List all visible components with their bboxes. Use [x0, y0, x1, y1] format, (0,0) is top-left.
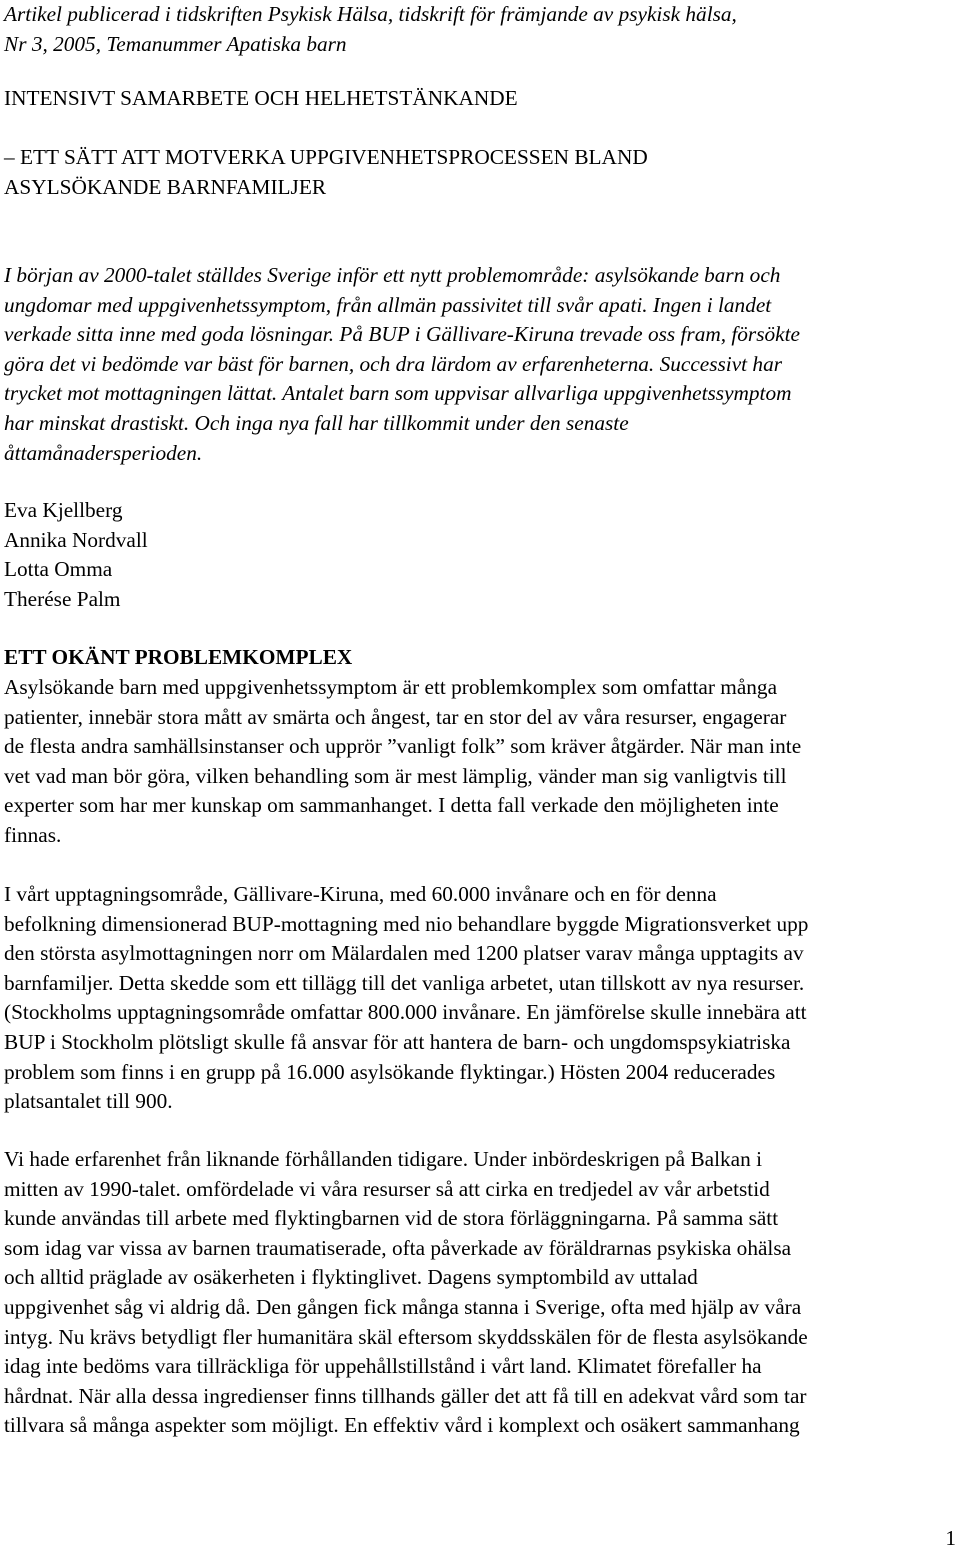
paragraph-line: finnas.	[4, 822, 62, 847]
paragraph-line: vet vad man bör göra, vilken behandling som är mest lämplig, vänder man sig vanligtvis till	[4, 763, 787, 788]
paragraph-line: de flesta andra samhällsinstanser och upprör ”vanligt folk” som kräver åtgärder. När man inte	[4, 734, 802, 759]
body-paragraph-3	[4, 1145, 808, 1441]
subtitle-line: ASYLSÖKANDE BARNFAMILJER	[4, 174, 327, 199]
author-list	[4, 496, 148, 614]
paragraph-line: platsantalet till 900.	[4, 1089, 173, 1114]
paragraph-line: barnfamiljer. Detta skedde som ett tillägg till det vanliga arbetet, utan tillskott av nya resurser.	[4, 970, 805, 995]
paragraph-line: kunde användas till arbete med flyktingbarnen vid de stora förläggningarna. På samma sätt	[4, 1206, 779, 1231]
publication-note	[4, 0, 737, 59]
paragraph-line: Asylsökande barn med uppgivenhetssymptom är ett problemkomplex som omfattar många	[4, 675, 778, 699]
paragraph-line: Vi hade erfarenhet från liknande förhållanden tidigare. Under inbördeskrigen på Balkan i	[4, 1147, 763, 1171]
lead-paragraph	[4, 261, 800, 468]
article-title: INTENSIVT SAMARBETE OCH HELHETSTÄNKANDE	[4, 86, 518, 110]
publication-line: Artikel publicerad i tidskriften Psykisk Hälsa, tidskrift för främjande av psykisk hälsa,	[4, 2, 737, 26]
paragraph-line: (Stockholms upptagningsområde omfattar 800.000 invånare. En jämförelse skulle innebära att	[4, 1000, 807, 1025]
lead-line: göra det vi bedömde var bäst för barnen, och dra lärdom av erfarenheterna. Successivt har	[4, 351, 783, 376]
author-name: Lotta Omma	[4, 557, 113, 582]
paragraph-line: experter som har mer kunskap om sammanhanget. I detta fall verkade den möjligheten inte	[4, 793, 779, 818]
lead-line: ungdomar med uppgivenhetssymptom, från allmän passivitet till svår apati. Ingen i landet	[4, 292, 772, 317]
paragraph-line: idag inte bedöms vara tillräckliga för uppehållstillstånd i vårt land. Klimatet förefaller ha	[4, 1354, 762, 1379]
lead-line: har minskat drastiskt. Och inga nya fall har tillkommit under den senaste	[4, 410, 629, 435]
body-paragraph-1	[4, 673, 801, 851]
paragraph-line: mitten av 1990-talet. omfördelade vi våra resurser så att cirka en tredjedel av vår arbetstid	[4, 1176, 770, 1201]
lead-line: trycket mot mottagningen lättat. Antalet barn som uppvisar allvarliga uppgivenhetssymptom	[4, 381, 792, 406]
lead-line: I början av 2000-talet ställdes Sverige inför ett nytt problemområde: asylsökande barn och	[4, 263, 781, 287]
paragraph-line: problem som finns i en grupp på 16.000 asylsökande flyktingar.) Hösten 2004 reducerades	[4, 1059, 776, 1084]
section-heading: ETT OKÄNT PROBLEMKOMPLEX	[4, 645, 353, 669]
paragraph-line: och alltid präglade av osäkerheten i flyktinglivet. Dagens symptombild av uttalad	[4, 1265, 698, 1290]
subtitle-line: – ETT SÄTT ATT MOTVERKA UPPGIVENHETSPROCESSEN BLAND	[4, 145, 648, 169]
lead-line: åttamånadersperioden.	[4, 440, 203, 465]
body-paragraph-2	[4, 880, 808, 1117]
paragraph-line: befolkning dimensionerad BUP-mottagning med nio behandlare byggde Migrationsverket upp	[4, 911, 809, 936]
publication-line: Nr 3, 2005, Temanummer Apatiska barn	[4, 31, 347, 56]
paragraph-line: den största asylmottagningen norr om Mälardalen med 1200 platser varav många upptagits av	[4, 941, 804, 966]
page-number: 1	[945, 1526, 956, 1550]
author-name: Therése Palm	[4, 586, 121, 611]
lead-line: verkade sitta inne med goda lösningar. På BUP i Gällivare-Kiruna trevade oss fram, försökte	[4, 322, 800, 347]
paragraph-line: som idag var vissa av barnen traumatiserade, ofta påverkade av föräldrarnas psykiska ohälsa	[4, 1235, 792, 1260]
paragraph-line: hårdnat. När alla dessa ingredienser finns tillhands gäller det att få till en adekvat vård som tar	[4, 1383, 807, 1408]
author-name: Annika Nordvall	[4, 527, 148, 552]
article-subtitle	[4, 143, 648, 202]
paragraph-line: uppgivenhet såg vi aldrig då. Den gången fick många stanna i Sverige, ofta med hjälp av våra	[4, 1294, 802, 1319]
author-name: Eva Kjellberg	[4, 498, 123, 522]
paragraph-line: intyg. Nu krävs betydligt fler humanitära skäl eftersom skyddsskälen för de flesta asylsökande	[4, 1324, 808, 1349]
paragraph-line: BUP i Stockholm plötsligt skulle få ansvar för att hantera de barn- och ungdomspsykiatriska	[4, 1029, 791, 1054]
paragraph-line: tillvara så många aspekter som möjligt. En effektiv vård i komplext och osäkert sammanhang	[4, 1413, 800, 1438]
paragraph-line: patienter, innebär stora mått av smärta och ångest, tar en stor del av våra resurser, engagerar	[4, 704, 787, 729]
paragraph-line: I vårt upptagningsområde, Gällivare-Kiruna, med 60.000 invånare och en för denna	[4, 882, 717, 906]
